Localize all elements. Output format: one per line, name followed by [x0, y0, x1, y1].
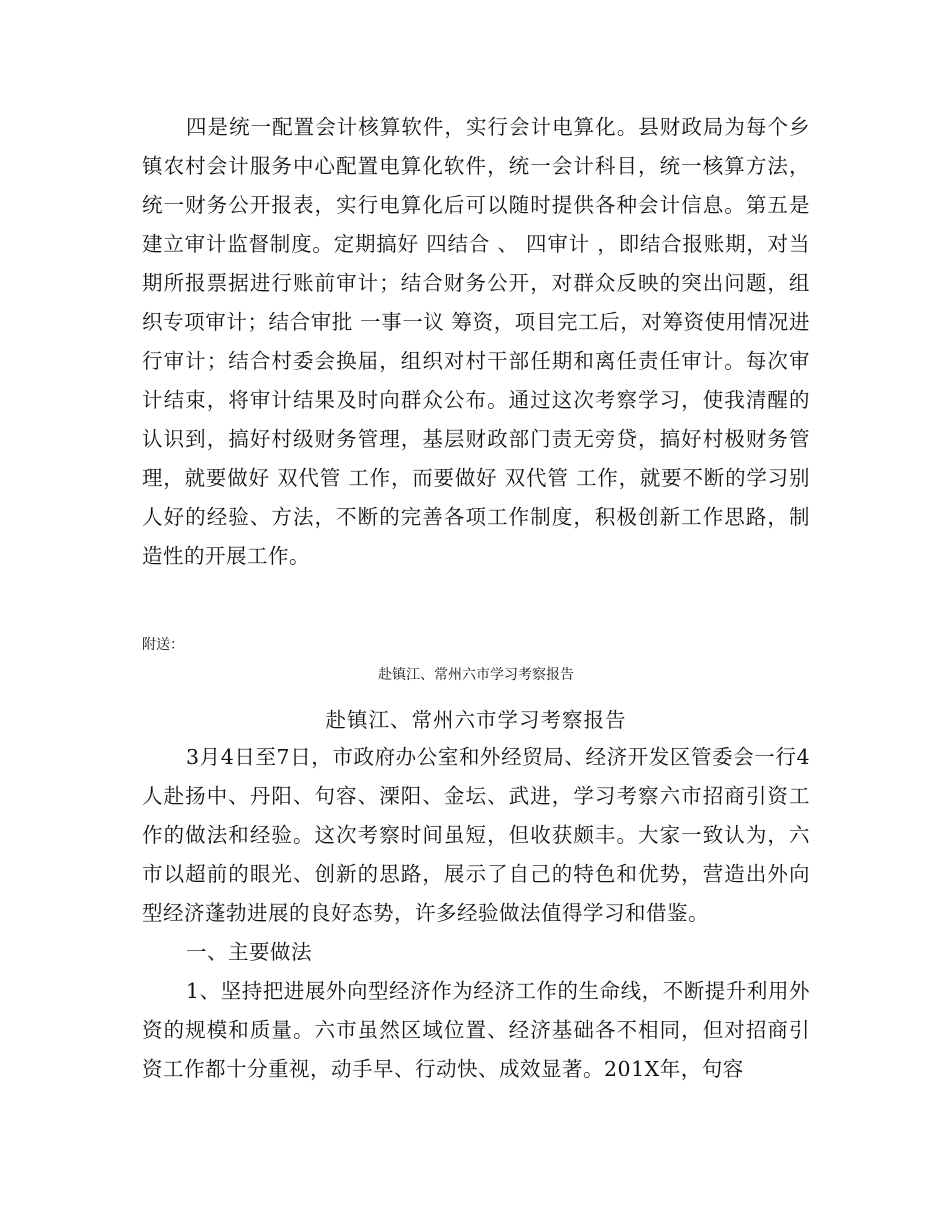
appendix-small-title: 赴镇江、常州六市学习考察报告	[378, 667, 574, 683]
appendix-label: 附送：	[142, 637, 184, 653]
report-paragraph-1: 3月4日至7日，市政府办公室和外经贸局、经济开发区管委会一行4人赴扬中、丹阳、句容、溧阳、金坛、武进，学习考察六市招商引资工作的做法和经验。这次考察时间虽短，但收获颇丰。大家一致认为，六市以超前的眼光、创新的思路，展示了自己的特色和优势，营造出外向型经济蓬勃进展的良好态势，许多经验做法值得学习和借鉴。	[142, 745, 810, 925]
report-title: 赴镇江、常州六市学习考察报告	[325, 708, 627, 732]
section-spacer	[142, 576, 810, 634]
report-paragraph-2: 1、坚持把进展外向型经济作为经济工作的生命线，不断提升利用外资的规模和质量。六市虽然区域位置、经济基础各不相同，但对招商引资工作都十分重视，动手早、行动快、成效显著。201X年，句容	[142, 979, 810, 1081]
section-heading: 一、主要做法	[186, 940, 312, 964]
document-page	[142, 108, 810, 1089]
intro-paragraph: 四是统一配置会计核算软件，实行会计电算化。县财政局为每个乡镇农村会计服务中心配置电算化软件，统一会计科目，统一核算方法，统一财务公开报表，实行电算化后可以随时提供各种会计信息。第五是建立审计监督制度。定期搞好 四结合 、 四审计 ，即结合报账期，对当期所报票据进行账前审计；结合财务公开，对群众反映的突出问题，组织专项审计；结合审批 一事一议 筹资，项目完工后，对筹资使用情况进行审计；结合村委会换届，组织对村干部任期和离任责任审计。每次审计结束，将审计结果及时向群众公布。通过这次考察学习，使我清醒的认识到，搞好村级财务管理，基层财政部门责无旁贷，搞好村极财务管理，就要做好 双代管 工作，而要做好 双代管 工作，就要不断的学习别人好的经验、方法，不断的完善各项工作制度，积极创新工作思路，制造性的开展工作。	[142, 115, 810, 568]
